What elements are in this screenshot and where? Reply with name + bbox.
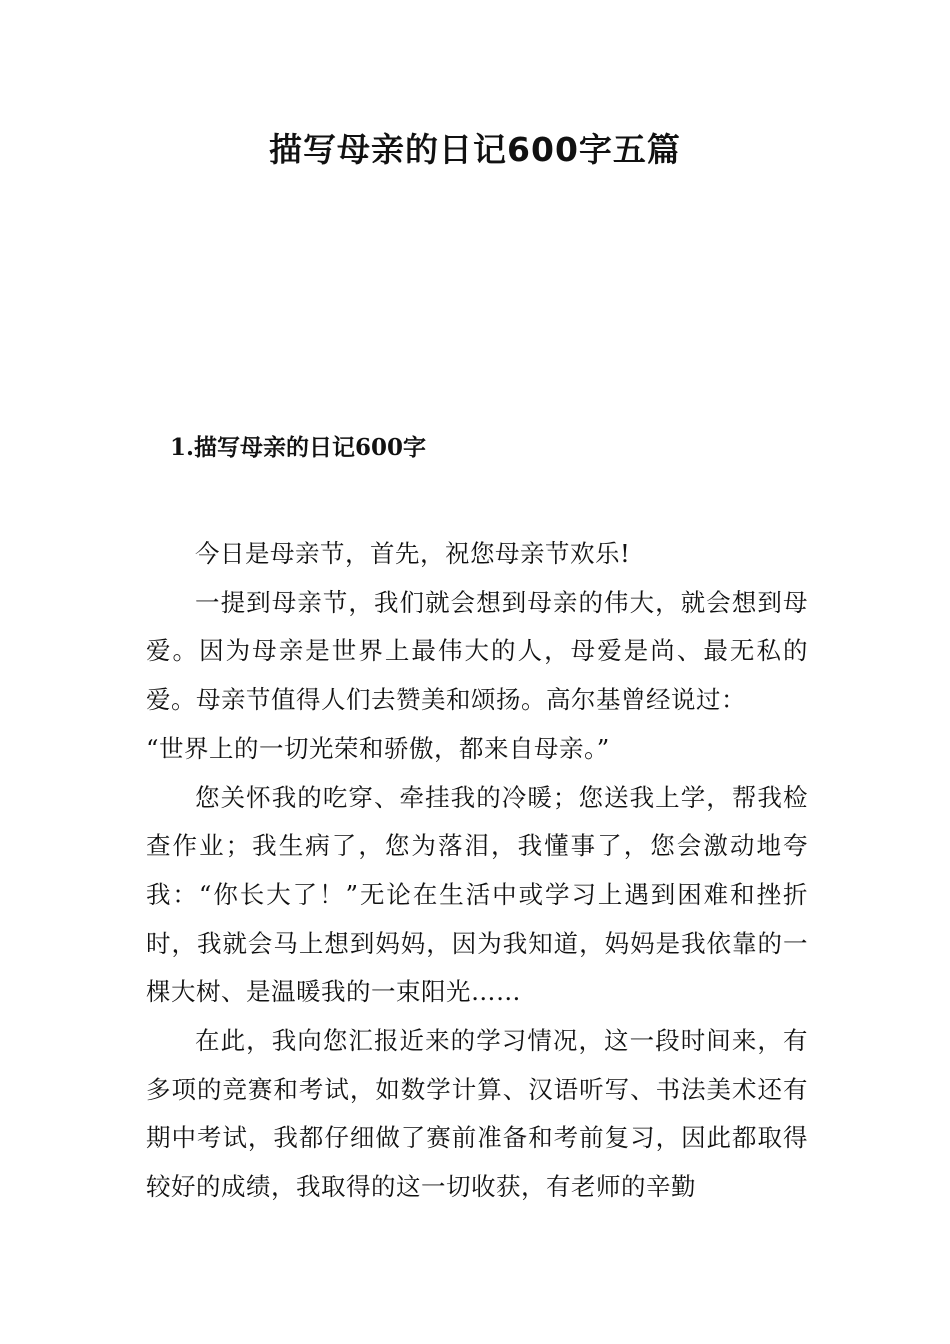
document-title: 描写母亲的日记600字五篇 [269, 130, 681, 169]
paragraph-study-report: 在此，我向您汇报近来的学习情况，这一段时间来，有多项的竞赛和考试，如数学计算、汉语听写、书法美术还有期中考试，我都仔细做了赛前准备和考前复习，因此都取得较好的成绩，我取得的这一切收获，有老师的辛勤 [146, 1026, 808, 1202]
document-body [146, 530, 808, 1212]
paragraph-mothers-day: 一提到母亲节，我们就会想到母亲的伟大，就会想到母爱。因为母亲是世界上最伟大的人，母爱是尚、最无私的爱。母亲节值得人们去赞美和颂扬。高尔基曾经说过： [146, 587, 808, 715]
paragraph-greeting: 今日是母亲节，首先，祝您母亲节欢乐! [195, 539, 631, 568]
section-heading: 1.描写母亲的日记600字 [170, 434, 427, 461]
paragraph-quote: “世界上的一切光荣和骄傲，都来自母亲。” [146, 733, 610, 763]
paragraph-care: 您关怀我的吃穿、牵挂我的冷暖；您送我上学，帮我检查作业；我生病了，您为落泪，我懂事了，您会激动地夸我：“你长大了！”无论在生活中或学习上遇到困难和挫折时，我就会马上想到妈妈，因为我知道，妈妈是我依靠的一棵大树、是温暖我的一束阳光…… [146, 782, 808, 1007]
